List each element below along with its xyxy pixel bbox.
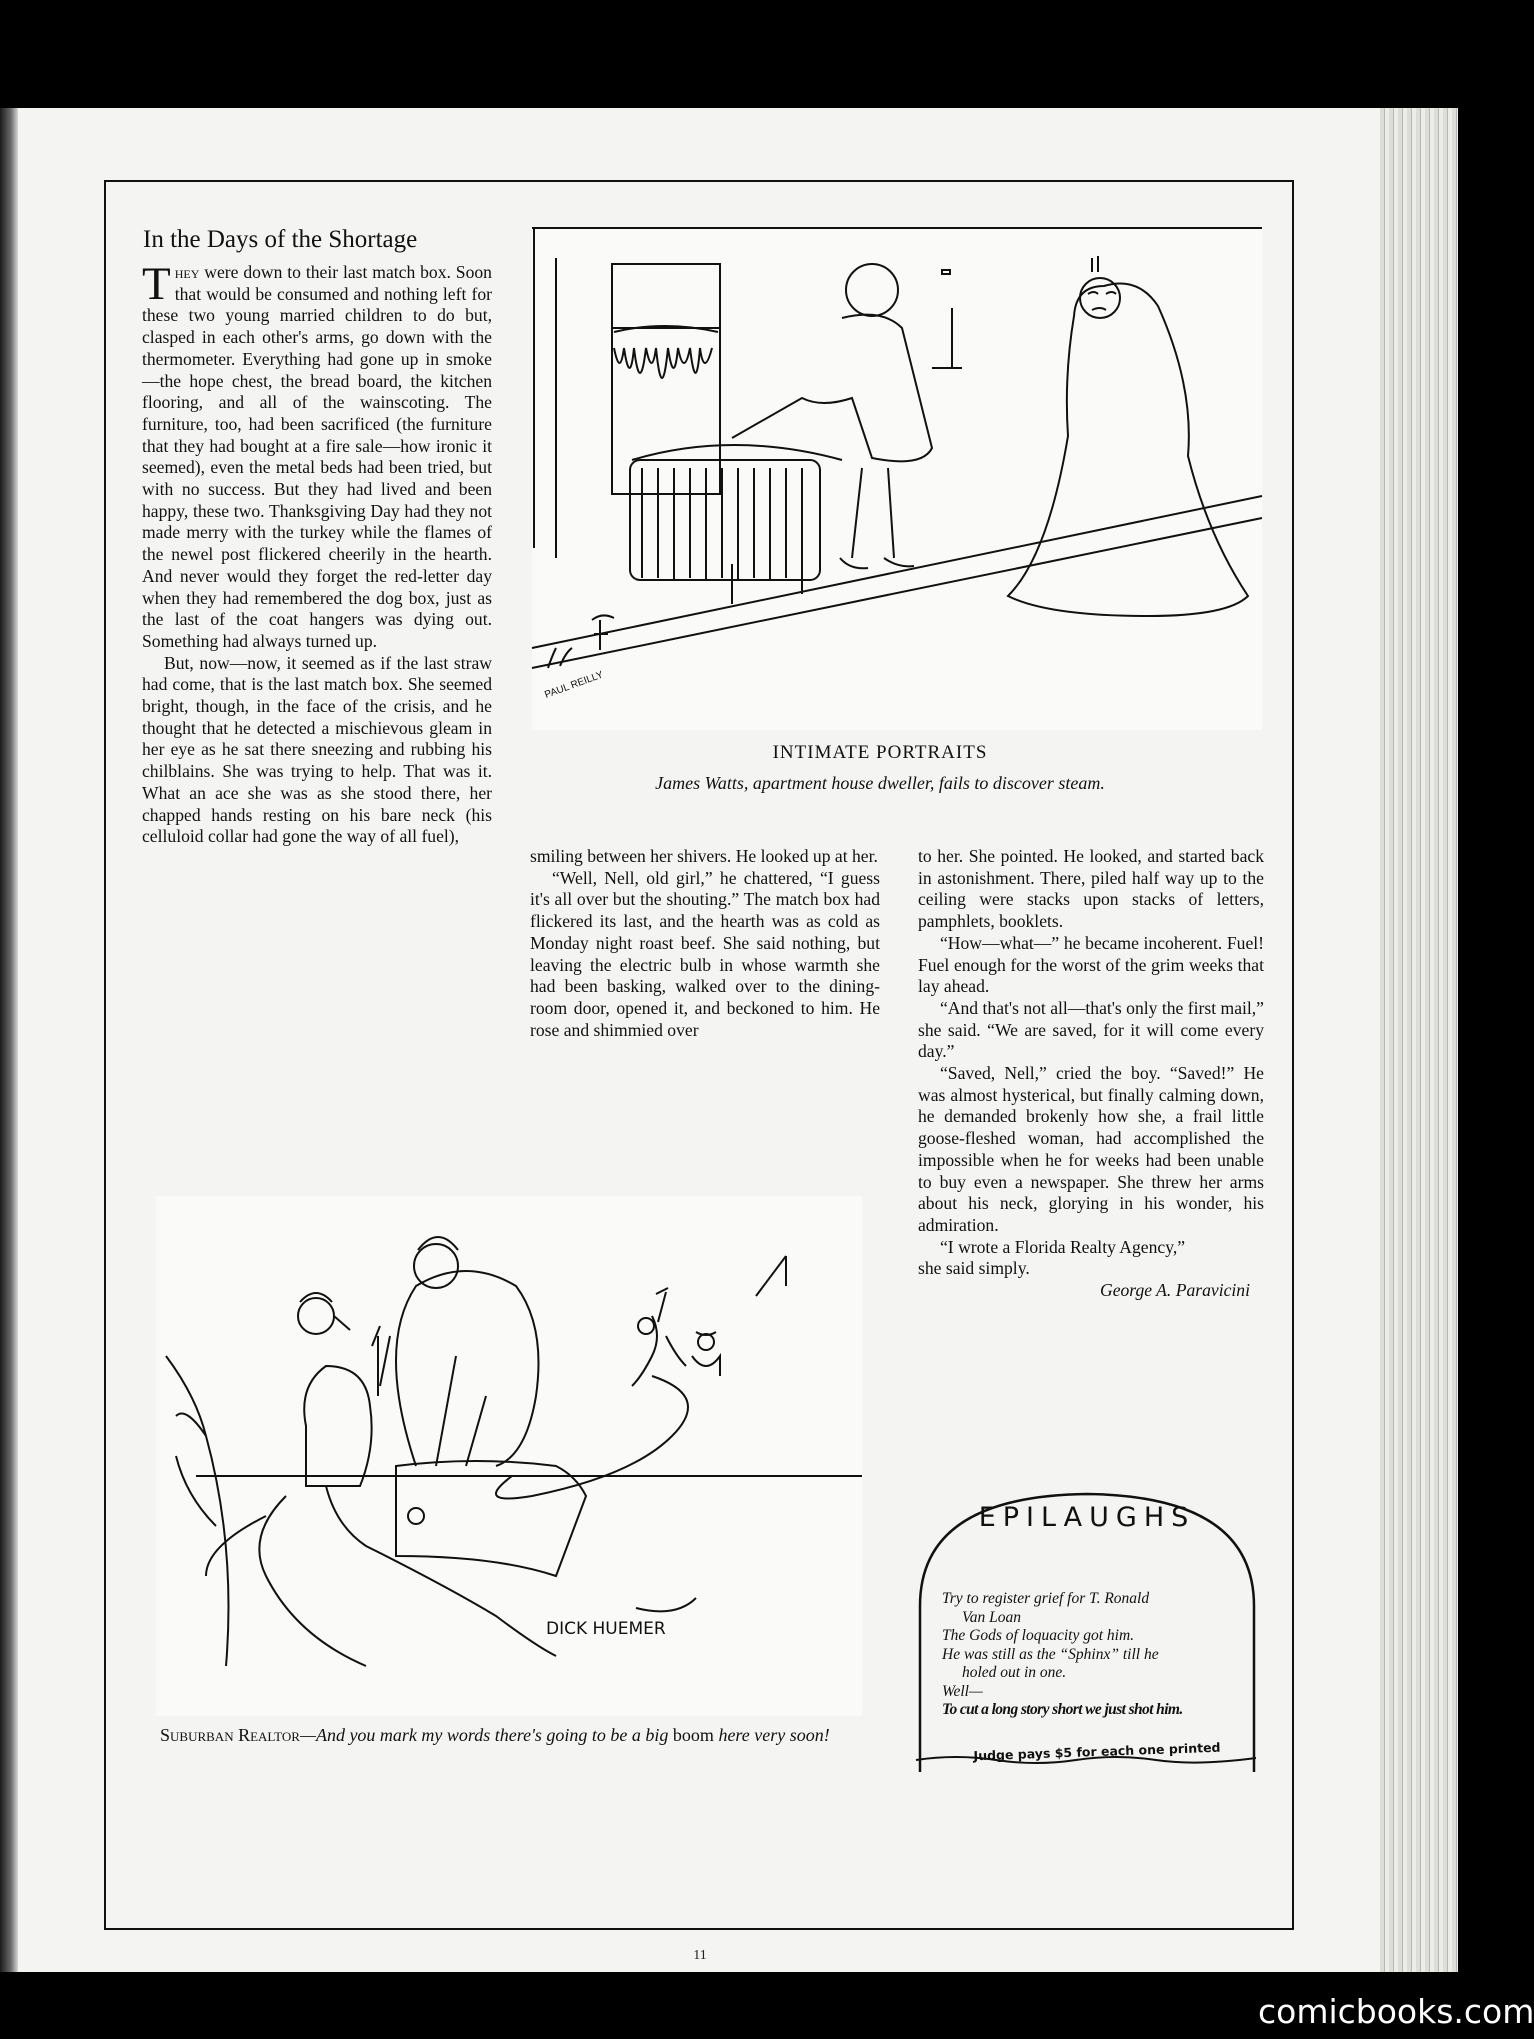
epilaughs-line: Van Loan xyxy=(962,1608,1021,1626)
epilaughs-box xyxy=(912,1486,1262,1774)
author-signature: George A. Paravicini xyxy=(1099,1280,1250,1301)
site-watermark: comicbooks.com xyxy=(1258,1992,1534,2031)
paragraph-2: But, now—now, it seemed as if the last straw had come, that is the last match box. She seemed bright, though, in the face of the crisis, and he thought that he detected a mischievous gleam in her eye as he sat there sneezing and rubbing his chilblains. She was trying to help. That was it. What an ace she was as she stood there, her chapped hands resting on his bare neck (his celluloid collar had gone the way of all fuel), xyxy=(142,652,492,847)
cartoon-title: INTIMATE PORTRAITS xyxy=(772,742,988,763)
epilaughs-line: Try to register grief for T. Ronald xyxy=(942,1590,1150,1607)
caption-boom: boom xyxy=(672,1725,714,1745)
page-number: 11 xyxy=(693,1948,707,1963)
caption-quote: —And you mark my words there's going to be a big xyxy=(299,1725,669,1745)
cartoon-caption: James Watts, apartment house dweller, fails to discover steam. xyxy=(655,773,1105,793)
radiator-cartoon-illustration xyxy=(532,228,1262,730)
article-column-1 xyxy=(142,258,492,848)
paragraph-7: “And that's not all—that's only the first mail,” she said. “We are saved, for it will come every day.” xyxy=(918,997,1264,1062)
paragraph-3: smiling between her shivers. He looked up at her. xyxy=(530,846,878,866)
epilaughs-line: The Gods of loquacity got him. xyxy=(942,1627,1135,1644)
article-headline: In the Days of the Shortage xyxy=(143,226,418,253)
lead-smallcaps: hey xyxy=(174,262,200,282)
artist-signature-reilly: PAUL REILLY xyxy=(543,669,605,701)
epilaughs-line: To cut a long story short we just shot him. xyxy=(942,1701,1183,1718)
paragraph-1-text: were down to their last match box. Soon that would be consumed and nothing left for these two young married children to do but, clasped in each other's arms, go down with the thermometer. Everything had gone up in smoke—the hope chest, the bread board, the kitchen flooring, and all of the wainscoting. The furniture, too, had been sacrificed (the furniture that they had bought at a fire sale—how ironic it seemed), even the metal beds had been tried, but with no success. But they had lived and been happy, these two. Thanksgiving Day had they not made merry with the turkey while the flames of the newel post flickered cheerily in the hearth. And never would they forget the red-letter day when they had remembered the dog box, just as the last of the coat hangers was dying out. Something had always turned up. xyxy=(142,262,492,651)
epilaughs-line: Well— xyxy=(942,1682,983,1700)
article-column-3 xyxy=(918,846,1264,1302)
epilaughs-verse xyxy=(942,1590,1250,1720)
paragraph-5: to her. She pointed. He looked, and started back in astonishment. There, piled half way up to the ceiling were stacks upon stacks of letters, pamphlets, booklets. xyxy=(918,846,1264,932)
epilaughs-footer: Judge pays $5 for each one printed xyxy=(973,1739,1221,1764)
cartoon-realtor-caption xyxy=(160,1724,874,1746)
paragraph-4: “Well, Nell, old girl,” he chattered, “I guess it's all over but the shouting.” The match box had flickered its last, and the hearth was as cold as Monday night roast beef. She said nothing, but leaving the electric bulb in whose warmth she had been basking, walked over to the dining-room door, opened it, and beckoned to him. He rose and shimmied over xyxy=(530,867,880,1040)
epilaughs-line: holed out in one. xyxy=(962,1664,1067,1681)
caption-tail: here very soon! xyxy=(713,1725,830,1745)
paragraph-1 xyxy=(142,258,492,653)
drop-cap: T xyxy=(142,258,171,310)
paragraph-9-line-1: “I wrote a Florida Realty Agency,” xyxy=(940,1236,1186,1257)
book-spine xyxy=(0,108,18,1972)
epilaughs-line: He was still as the “Sphinx” till he xyxy=(942,1645,1159,1663)
page-edges xyxy=(1380,108,1458,1972)
cartoon-suburban-realtor xyxy=(156,1196,862,1716)
paragraph-9-line-2: she said simply. xyxy=(918,1258,1030,1279)
realtor-cartoon-illustration xyxy=(156,1196,862,1716)
caption-speaker: Suburban Realtor xyxy=(160,1725,300,1745)
cartoon-intimate-portraits xyxy=(532,228,1262,730)
epilaughs-title: EPILAUGHS xyxy=(978,1502,1196,1533)
artist-signature-huemer: DICK HUEMER xyxy=(546,1619,666,1639)
paragraph-8: “Saved, Nell,” cried the boy. “Saved!” He was almost hysterical, but finally calming down, he demanded brokenly how she, a frail little goose-fleshed woman, had accomplished the impossible when he for weeks had been unable to buy even a newspaper. She threw her arms about his neck, glorying in his wonder, his admiration. xyxy=(918,1063,1264,1235)
paragraph-6: “How—what—” he became incoherent. Fuel! Fuel enough for the worst of the grim weeks that lay ahead. xyxy=(918,932,1264,997)
article-column-2 xyxy=(530,846,880,1041)
